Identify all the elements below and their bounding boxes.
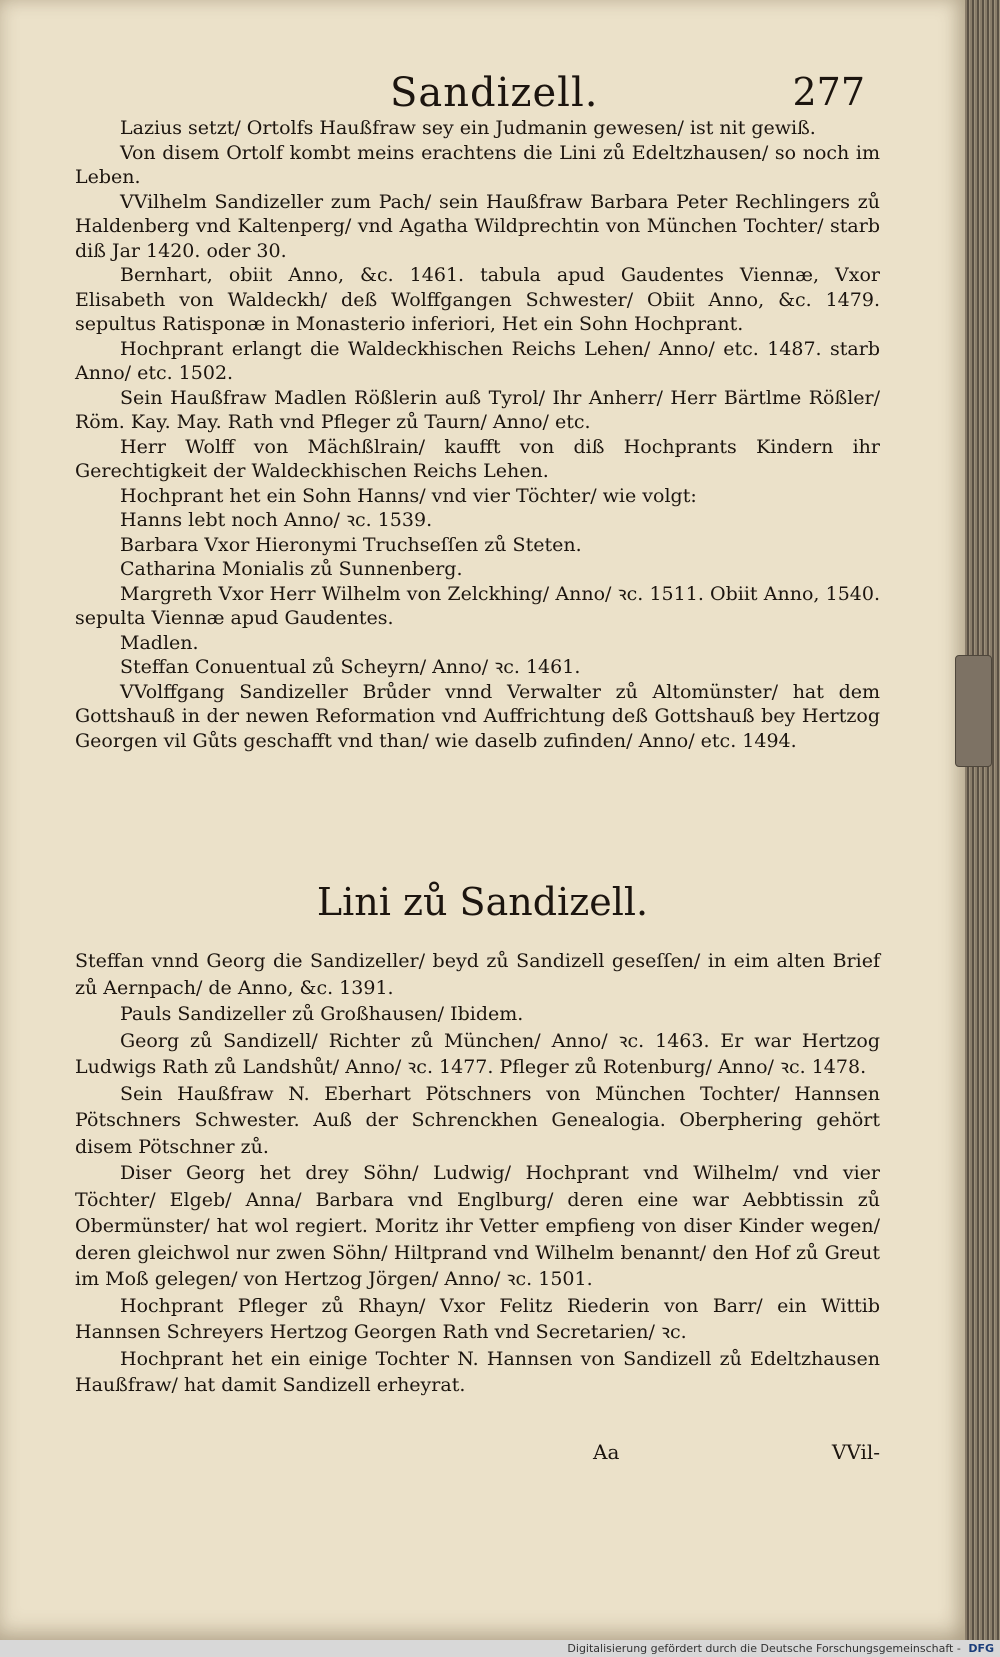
paragraph: Bernhart, obiit Anno, &c. 1461. tabula apud Gaudentes Viennæ, Vxor Elisabeth von Waldeckh/ deß Wolffgangen Schwester/ Obiit Anno, &c. 1479. sepultus Ratisponæ in Monasterio inferiori, Het ein Sohn Hochprant. <box>75 264 880 335</box>
page-title: Sandizell. <box>390 70 599 116</box>
digitization-footer <box>0 1640 1000 1657</box>
paragraph: Pauls Sandizeller zů Großhausen/ Ibidem. <box>120 1003 524 1025</box>
signature-mark: Aa <box>593 1440 620 1464</box>
digitization-note: Digitalisierung gefördert durch die Deutsche Forschungsgemeinschaft - <box>567 1642 961 1655</box>
paragraph: Sein Haußfraw N. Eberhart Pötschners von München Tochter/ Hannsen Pötschners Schwester. Auß der Schrenckhen Genealogia. Oberphering gehört disem Pötschner zů. <box>75 1082 880 1158</box>
paragraph: Hochprant Pfleger zů Rhayn/ Vxor Felitz Riederin von Barr/ ein Wittib Hannsen Schreyers Hertzog Georgen Rath vnd Secretarien/ ꝛc. <box>75 1294 880 1343</box>
paragraph: Georg zů Sandizell/ Richter zů München/ Anno/ ꝛc. 1463. Er war Hertzog Ludwigs Rath zů Landshůt/ Anno/ ꝛc. 1477. Pfleger zů Rotenburg/ Anno/ ꝛc. 1478. <box>75 1029 880 1078</box>
paragraph: Lazius setzt/ Ortolfs Haußfraw sey ein Judmanin gewesen/ ist nit gewiß. <box>120 117 816 139</box>
paragraph: Hanns lebt noch Anno/ ꝛc. 1539. <box>120 509 433 531</box>
page-edges <box>965 0 1000 1640</box>
paragraph: Herr Wolff von Mächßlrain/ kaufft von diß Hochprants Kindern ihr Gerechtigkeit der Waldeckhischen Reichs Lehen. <box>75 435 880 482</box>
text-block-top <box>75 116 880 753</box>
paragraph: Steffan Conuentual zů Scheyrn/ Anno/ ꝛc. 1461. <box>120 656 581 678</box>
paragraph: Sein Haußfraw Madlen Rößlerin auß Tyrol/ Ihr Anherr/ Herr Bärtlme Rößler/ Röm. Kay. May. Rath vnd Pfleger zů Taurn/ Anno/ etc. <box>75 386 880 433</box>
dfg-logo: DFG <box>968 1642 994 1655</box>
page-number: 277 <box>792 70 865 114</box>
paragraph: Margreth Vxor Herr Wilhelm von Zelckhing/ Anno/ ꝛc. 1511. Obiit Anno, 1540. sepulta Viennæ apud Gaudentes. <box>75 582 880 629</box>
paragraph: VVilhelm Sandizeller zum Pach/ sein Haußfraw Barbara Peter Rechlingers zů Haldenberg vnd Kaltenperg/ vnd Agatha Wildprechtin von München Tochter/ starb diß Jar 1420. oder 30. <box>75 190 880 262</box>
paragraph: Hochprant het ein einige Tochter N. Hannsen von Sandizell zů Edeltzhausen Haußfraw/ hat damit Sandizell erheyrat. <box>75 1347 880 1396</box>
paragraph: Catharina Monialis zů Sunnenberg. <box>120 558 463 580</box>
text-block-bottom <box>75 948 880 1399</box>
paragraph: Diser Georg het drey Söhn/ Ludwig/ Hochprant vnd Wilhelm/ vnd vier Töchter/ Elgeb/ Anna/ Barbara vnd Englburg/ deren eine war Aebbtissin zů Obermünster/ hat wol regiert. Moritz ihr Vetter empfieng von diser Kinder wegen/ deren gleichwol nur zwen Söhn/ Hiltprand vnd Wilhelm benannt/ den Hof zů Greut im Moß gelegen/ von Hertzog Jörgen/ Anno/ ꝛc. 1501. <box>75 1162 880 1290</box>
paragraph: VVolffgang Sandizeller Brůder vnnd Verwalter zů Altomünster/ hat dem Gottshauß in der newen Reformation vnd Auffrichtung deß Gottshauß bey Hertzog Georgen vil Gůts geschafft vnd than/ wie daselb zufinden/ Anno/ etc. 1494. <box>75 680 880 752</box>
paragraph: Steffan vnnd Georg die Sandizeller/ beyd zů Sandizell geseſſen/ in eim alten Brief zů Aernpach/ de Anno, &c. 1391. <box>75 950 880 999</box>
paragraph: Madlen. <box>120 631 199 654</box>
paragraph: Barbara Vxor Hieronymi Truchseſſen zů Steten. <box>120 533 582 556</box>
page-clip <box>955 655 992 767</box>
paragraph: Von disem Ortolf kombt meins erachtens die Lini zů Edeltzhausen/ so noch im Leben. <box>75 141 880 188</box>
paragraph: Hochprant erlangt die Waldeckhischen Reichs Lehen/ Anno/ etc. 1487. starb Anno/ etc. 1502. <box>75 337 880 384</box>
paragraph: Hochprant het ein Sohn Hanns/ vnd vier Töchter/ wie volgt: <box>120 484 697 507</box>
running-head <box>80 70 865 120</box>
section-heading: Lini zů Sandizell. <box>316 880 649 924</box>
catchword: VVil- <box>831 1440 880 1464</box>
